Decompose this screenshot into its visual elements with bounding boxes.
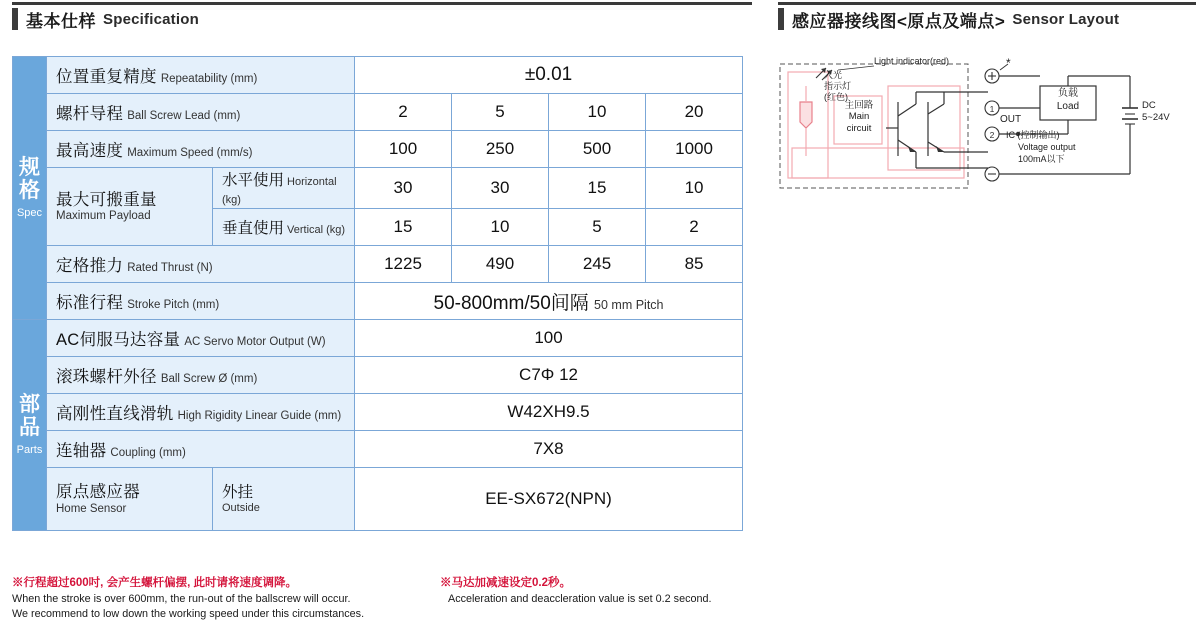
note-right-black: Acceleration and deaccleration value is set 0.2 second. [448,592,712,605]
row-label-stroke-pitch [47,283,355,320]
table-row [13,357,743,394]
sensor-header-title-cn: 感应器接线图<原点及端点> [792,11,1006,31]
diagram-main-en-1: Main [848,111,870,123]
cell-payload-v-3: 5 [549,209,646,246]
table-row [13,57,743,94]
diagram-voltage-cn: 100mA以下 [1018,153,1065,164]
cell-thrust-4: 85 [646,246,743,283]
spec-header-bar [12,8,18,30]
row-label-maximum-speed [47,131,355,168]
side-header-parts-en: Parts [16,443,43,456]
row-sublabel-cn: 垂直使用 [222,220,285,237]
diagram-label-main-circuit [836,100,882,134]
cell-lead-4: 20 [646,94,743,131]
row-label-cn: 连轴器 [56,442,107,460]
row-value-ball-screw-diameter: C7Φ 12 [355,357,743,394]
table-row [13,168,743,209]
diagram-load-en: Load [1056,100,1080,112]
row-sublabel-cn: 水平使用 [222,172,285,189]
table-row [13,283,743,320]
spec-section-header [12,6,752,32]
stroke-pitch-sub: 50 mm Pitch [594,297,664,312]
row-label-en: AC Servo Motor Output (W) [184,336,326,348]
row-label-cn: 最高速度 [56,142,124,160]
row-sublabel-en: Vertical (kg) [287,224,346,236]
cell-payload-h-3: 15 [549,168,646,209]
row-label-en: Stroke Pitch (mm) [127,299,220,311]
row-label-repeatability [47,57,355,94]
diagram-light-cn-3: (红色) [824,91,848,102]
svg-text:2: 2 [989,130,995,140]
cell-thrust-1: 1225 [355,246,452,283]
row-value-ac-servo-motor: 100 [355,320,743,357]
row-label-cn: 高刚性直线滑轨 [56,405,174,423]
table-row [13,431,743,468]
row-value-coupling: 7X8 [355,431,743,468]
row-sublabel-en: Horizontal (kg) [222,176,337,206]
diagram-light-cn-2: 指示灯 [824,80,852,91]
row-label-en: Rated Thrust (N) [127,262,213,274]
cell-payload-v-2: 10 [452,209,549,246]
sensor-wiring-diagram [778,56,1192,201]
sensor-section-header [778,6,1196,32]
cell-speed-1: 100 [355,131,452,168]
row-sublabel-cn: 外挂 [222,483,254,501]
row-label-ac-servo-motor [47,320,355,357]
spec-header-title-cn: 基本仕样 [26,11,96,31]
diagram-label-light-cn [824,70,851,103]
row-label-cn: 螺杆导程 [56,105,124,123]
diagram-label-load [1040,88,1096,113]
diagram-voltage-en: Voltage output [1018,142,1076,152]
diagram-label-asterisk: * [1006,56,1011,70]
diagram-label-out: OUT [1000,114,1022,125]
row-sublabel-vertical [213,209,355,246]
notes-right [440,576,770,607]
row-value-stroke-pitch [355,283,743,320]
cell-payload-v-4: 2 [646,209,743,246]
row-sublabel-en: Outside [222,502,260,515]
row-label-en: Home Sensor [56,502,127,515]
row-value-linear-guide: W42XH9.5 [355,394,743,431]
diagram-label-ic: IC (控制输出) [1006,130,1060,140]
cell-speed-2: 250 [452,131,549,168]
row-label-ball-screw-lead [47,94,355,131]
row-label-cn: AC伺服马达容量 [56,331,181,349]
row-value-repeatability: ±0.01 [355,57,743,94]
side-header-spec-cn: 规格 [19,156,40,202]
diagram-label-light-indicator: Light indicator(red) [874,56,950,66]
row-label-home-sensor [47,468,213,531]
sensor-header-rule [778,2,1196,5]
sensor-header-title-en: Sensor Layout [1012,10,1120,28]
cell-thrust-3: 245 [549,246,646,283]
diagram-dc-value: 5~24V [1142,111,1170,123]
cell-speed-3: 500 [549,131,646,168]
row-label-cn: 原点感应器 [56,483,140,502]
row-label-cn: 位置重复精度 [56,68,157,86]
table-row [13,468,743,531]
table-row [13,94,743,131]
row-label-coupling [47,431,355,468]
cell-payload-v-1: 15 [355,209,452,246]
row-label-cn: 最大可搬重量 [56,190,157,209]
row-label-cn: 定格推力 [56,257,124,275]
row-sublabel-outside [213,468,355,531]
stroke-pitch-main: 50-800mm/50间隔 [433,292,589,314]
table-row [13,320,743,357]
note-left-red: ※行程超过600吋, 会产生螺杆偏摆, 此时请将速度调降。 [12,577,297,589]
svg-text:1: 1 [989,104,995,114]
row-label-rated-thrust [47,246,355,283]
diagram-main-en-2: circuit [846,122,872,134]
cell-payload-h-2: 30 [452,168,549,209]
spec-header-rule [12,2,752,5]
row-label-linear-guide [47,394,355,431]
table-row [13,131,743,168]
cell-payload-h-1: 30 [355,168,452,209]
row-label-ball-screw-diameter [47,357,355,394]
cell-lead-2: 5 [452,94,549,131]
cell-thrust-2: 490 [452,246,549,283]
row-sublabel-horizontal [213,168,355,209]
row-label-en: Coupling (mm) [110,447,186,459]
table-row [13,246,743,283]
diagram-label-voltage-output [1018,142,1076,165]
specification-table [12,56,743,531]
cell-speed-4: 1000 [646,131,743,168]
row-value-home-sensor: EE-SX672(NPN) [355,468,743,531]
cell-lead-3: 10 [549,94,646,131]
spec-header-title-en: Specification [103,10,199,28]
side-header-parts-cn: 部品 [19,393,40,439]
note-left-black-2: We recommend to low down the working speed under this circumstances. [12,607,365,620]
sensor-header-bar [778,8,784,30]
row-label-maximum-payload [47,168,213,246]
row-label-en: Maximum Speed (mm/s) [127,147,253,159]
row-label-en: Maximum Payload [56,210,151,223]
diagram-light-cn-1: 入光 [824,70,843,80]
row-label-cn: 滚珠螺杆外径 [56,368,157,386]
diagram-dc-label: DC [1142,100,1156,111]
row-label-en: High Rigidity Linear Guide (mm) [177,410,342,422]
diagram-load-cn: 负载 [1058,88,1078,99]
side-header-spec-en: Spec [16,206,43,219]
note-left-black-1: When the stroke is over 600mm, the run-out of the ballscrew will occur. [12,592,351,605]
cell-lead-1: 2 [355,94,452,131]
row-label-en: Ball Screw Ø (mm) [160,373,258,385]
row-label-en: Repeatability (mm) [160,73,258,85]
diagram-label-dc [1142,100,1170,124]
row-label-en: Ball Screw Lead (mm) [127,110,241,122]
side-header-spec [13,57,47,320]
table-row [13,394,743,431]
cell-payload-h-4: 10 [646,168,743,209]
diagram-main-cn: 主回路 [844,100,874,111]
row-label-cn: 标准行程 [56,294,124,312]
side-header-parts [13,320,47,531]
note-right-red: ※马达加减速设定0.2秒。 [440,577,571,589]
